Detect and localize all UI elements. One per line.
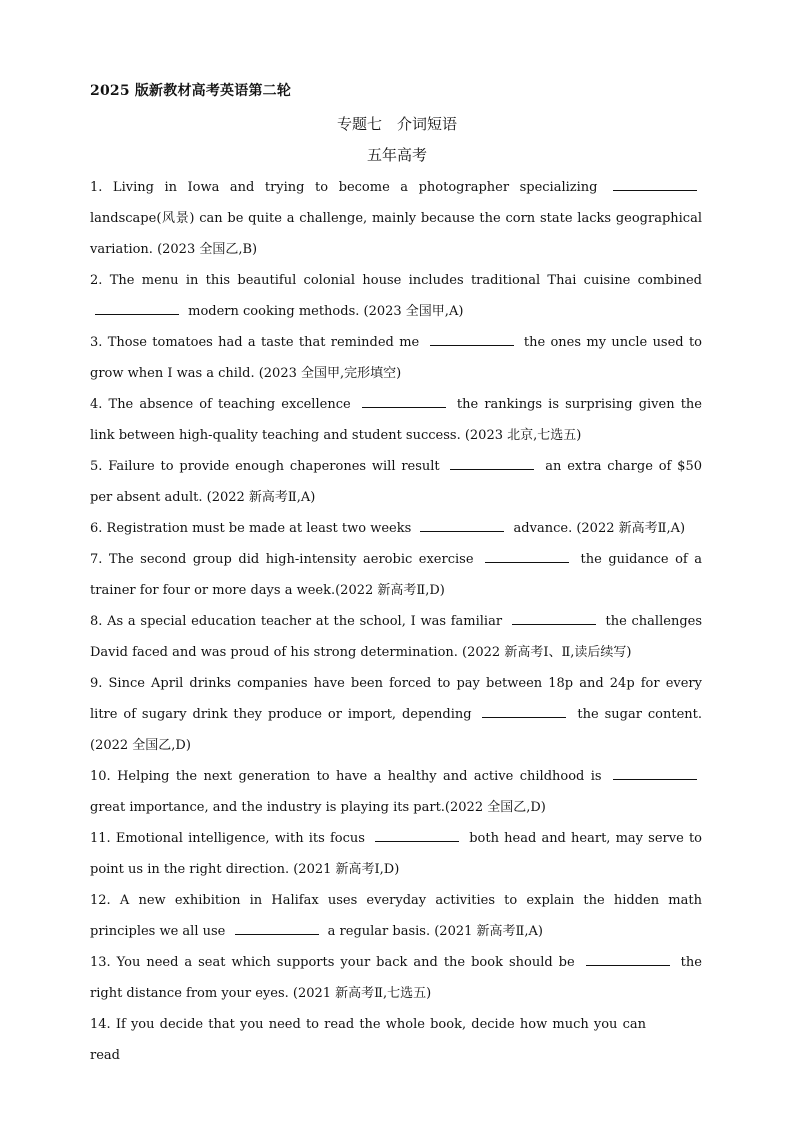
answer-blank[interactable] [485, 549, 569, 563]
question-text-before: 9. Since April drinks companies have been forced to pay between 18p and 24p for every litre of sugary drink they produce or import, depending [90, 676, 702, 722]
question-text-after: an extra charge of $50 per absent adult. (2022 新高考Ⅱ,A) [90, 459, 702, 505]
question-text-after: landscape(风景) can be quite a challenge, mainly because the corn state lacks geographical variation. (2023 全国乙,B) [90, 211, 702, 257]
question-item [90, 389, 702, 451]
answer-blank[interactable] [613, 766, 697, 780]
question-text-before: 3. Those tomatoes had a taste that reminded me [90, 335, 425, 350]
answer-blank[interactable] [586, 952, 670, 966]
question-text-after: the ones my uncle used to grow when I was a child. (2023 全国甲,完形填空) [90, 335, 702, 381]
question-text-before: 1. Living in Iowa and trying to become a photographer specializing [90, 180, 608, 195]
question-text-before: 5. Failure to provide enough chaperones will result [90, 459, 446, 474]
answer-blank[interactable] [613, 177, 697, 191]
question-text-after: modern cooking methods. (2023 全国甲,A) [184, 304, 464, 319]
question-item [90, 823, 702, 885]
question-text-before: 4. The absence of teaching excellence [90, 397, 357, 412]
answer-blank[interactable] [420, 518, 504, 532]
question-text-after: the guidance of a trainer for four or more days a week.(2022 新高考Ⅱ,D) [90, 552, 702, 598]
question-item [90, 544, 702, 606]
question-text-after: read [90, 1048, 120, 1063]
question-text-before: 8. As a special education teacher at the school, I was familiar [90, 614, 507, 629]
question-item [90, 172, 702, 265]
question-item [90, 606, 702, 668]
question-item [90, 513, 702, 544]
question-text-before: 2. The menu in this beautiful colonial house includes traditional Thai cuisine combined [90, 273, 702, 288]
question-item [90, 1009, 702, 1071]
question-list [90, 172, 702, 1071]
question-text-after: great importance, and the industry is playing its part.(2022 全国乙,D) [90, 800, 546, 815]
section-title: 五年高考 [366, 146, 427, 164]
question-item [90, 761, 702, 823]
question-item [90, 265, 702, 327]
answer-blank[interactable] [482, 704, 566, 718]
question-item [90, 327, 702, 389]
question-text-before: 10. Helping the next generation to have a healthy and active childhood is [90, 769, 608, 784]
question-text-before: 7. The second group did high-intensity aerobic exercise [90, 552, 481, 567]
question-text-after: both head and heart, may serve to point us in the right direction. (2021 新高考Ⅰ,D) [90, 831, 702, 877]
question-text-before: 14. If you decide that you need to read the whole book, decide how much you can [90, 1017, 646, 1032]
question-text-before: 6. Registration must be made at least two weeks [90, 521, 416, 536]
question-text-before: 12. A new exhibition in Halifax uses everyday activities to explain the hidden math principles we all use [90, 893, 702, 939]
document-header: 2025 版新教材高考英语第二轮 [90, 83, 292, 99]
answer-blank[interactable] [235, 921, 319, 935]
question-item [90, 451, 702, 513]
question-text-after: the rankings is surprising given the link between high-quality teaching and student success. (2023 北京,七选五) [90, 397, 703, 443]
question-text-after: the challenges David faced and was proud of his strong determination. (2022 新高考Ⅰ、Ⅱ,读后续写) [90, 614, 703, 660]
question-text-after: the right distance from your eyes. (2021 新高考Ⅱ,七选五) [90, 955, 702, 1001]
question-text-after: the sugar content. (2022 全国乙,D) [90, 707, 702, 753]
question-text-before: 11. Emotional intelligence, with its focus [90, 831, 371, 846]
question-item [90, 668, 702, 761]
answer-blank[interactable] [430, 332, 514, 346]
answer-blank[interactable] [95, 301, 179, 315]
question-item [90, 947, 702, 1009]
question-text-before: 13. You need a seat which supports your back and the book should be [90, 955, 581, 970]
answer-blank[interactable] [450, 456, 534, 470]
question-text-after: advance. (2022 新高考Ⅱ,A) [509, 521, 686, 536]
question-item [90, 885, 702, 947]
answer-blank[interactable] [375, 828, 459, 842]
answer-blank[interactable] [362, 394, 446, 408]
answer-blank[interactable] [512, 611, 596, 625]
topic-title: 专题七 介词短语 [336, 115, 457, 133]
question-text-after: a regular basis. (2021 新高考Ⅱ,A) [323, 924, 543, 939]
